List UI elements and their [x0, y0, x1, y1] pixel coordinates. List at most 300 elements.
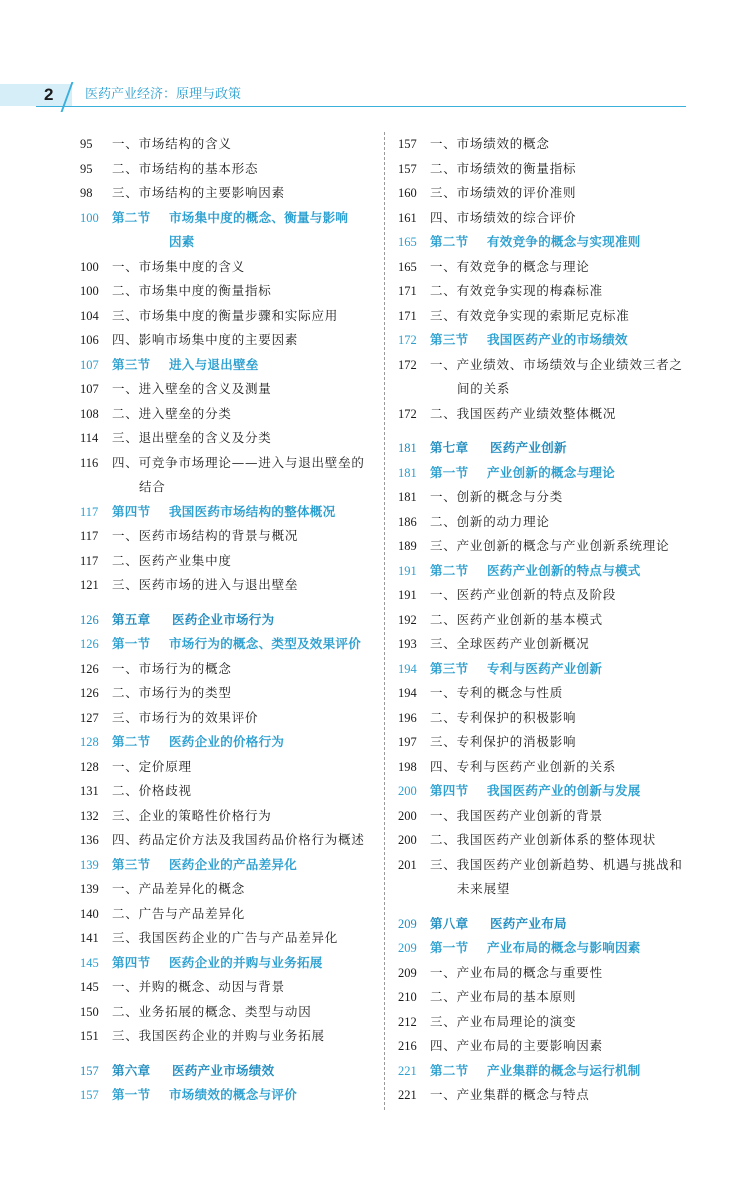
toc-item-title: 一、产业集群的概念与特点	[430, 1087, 590, 1102]
toc-left-column	[80, 132, 380, 1108]
toc-item-entry[interactable]	[80, 549, 380, 574]
toc-item-entry[interactable]	[80, 255, 380, 280]
toc-item-title: 三、专利保护的消极影响	[430, 734, 577, 749]
toc-item-entry[interactable]	[80, 402, 380, 427]
toc-item-entry[interactable]	[398, 157, 698, 182]
toc-entry-text	[430, 1083, 698, 1108]
toc-entry-text	[430, 206, 698, 231]
toc-page-number: 95	[80, 161, 93, 176]
toc-entry-text	[430, 353, 698, 402]
toc-item-entry[interactable]	[80, 804, 380, 829]
toc-page-number: 157	[80, 1063, 99, 1078]
toc-item-entry[interactable]	[398, 255, 698, 280]
toc-page-number: 100	[80, 259, 99, 274]
toc-item-title: 一、市场绩效的概念	[430, 136, 550, 151]
toc-page-number: 172	[398, 406, 417, 421]
toc-entry-text	[112, 451, 380, 500]
toc-page-number: 196	[398, 710, 417, 725]
section-label: 第三节	[112, 856, 151, 872]
toc-item-entry[interactable]	[398, 1083, 698, 1108]
section-title: 市场行为的概念、类型及效果评价	[169, 636, 362, 651]
toc-entry-text	[112, 524, 380, 549]
toc-entry-text	[430, 583, 698, 608]
toc-item-entry[interactable]	[80, 779, 380, 804]
toc-entry-text	[430, 755, 698, 780]
toc-entry-text	[430, 132, 698, 157]
toc-item-entry[interactable]	[80, 1000, 380, 1025]
toc-page-number: 197	[398, 735, 417, 749]
toc-item-entry[interactable]	[80, 132, 380, 157]
toc-page-number: 139	[80, 857, 99, 872]
toc-entry-text	[430, 402, 698, 427]
toc-page-number: 98	[80, 186, 93, 200]
toc-section-entry[interactable]	[80, 206, 380, 255]
toc-item-entry[interactable]	[398, 608, 698, 633]
toc-entry-text	[112, 608, 380, 633]
toc-entry-text	[430, 255, 698, 280]
toc-item-title: 三、我国医药企业的广告与产品差异化	[112, 930, 339, 945]
toc-item-title: 二、市场结构的基本形态	[112, 160, 259, 176]
toc-entry-text	[430, 804, 698, 829]
toc-page-number: 106	[80, 333, 99, 347]
toc-item-entry[interactable]	[80, 377, 380, 402]
toc-page-number: 189	[398, 539, 417, 553]
toc-entry-text	[112, 681, 380, 706]
toc-item-title: 一、定价原理	[112, 758, 192, 774]
toc-entry-text	[112, 975, 380, 1000]
toc-entry-text	[430, 912, 698, 937]
toc-item-title: 一、市场行为的概念	[112, 660, 232, 676]
toc-item-title: 二、市场绩效的衡量指标	[430, 160, 577, 176]
toc-section-entry[interactable]	[80, 853, 380, 878]
toc-entry-text	[112, 328, 380, 353]
section-title: 专利与医药产业创新	[487, 660, 603, 676]
toc-section-entry[interactable]	[80, 730, 380, 755]
column-divider	[384, 132, 385, 1110]
toc-item-entry[interactable]	[398, 681, 698, 706]
toc-item-title-continued: 结合	[139, 479, 166, 494]
toc-item-entry[interactable]	[80, 181, 380, 206]
toc-page-number: 126	[80, 686, 99, 700]
toc-item-title: 二、广告与产品差异化	[112, 905, 246, 921]
toc-item-title: 三、产业布局理论的演变	[430, 1013, 577, 1029]
toc-chapter-entry[interactable]	[398, 436, 698, 461]
toc-right-column	[398, 132, 698, 1108]
toc-item-title: 一、创新的概念与分类	[430, 489, 564, 504]
toc-page-number: 104	[80, 308, 99, 323]
toc-item-title: 二、专利保护的积极影响	[430, 709, 577, 725]
section-label: 第四节	[430, 783, 469, 798]
toc-entry-text	[430, 461, 698, 486]
toc-item-entry[interactable]	[80, 828, 380, 853]
toc-page-number: 216	[398, 1039, 417, 1053]
toc-page-number: 107	[80, 357, 99, 372]
chapter-title: 医药产业市场绩效	[172, 1062, 275, 1078]
toc-page-number: 181	[398, 490, 417, 504]
toc-chapter-entry[interactable]	[80, 608, 380, 633]
toc-item-entry[interactable]	[80, 157, 380, 182]
toc-entry-text	[112, 706, 380, 731]
toc-item-entry[interactable]	[398, 534, 698, 559]
section-title: 产业集群的概念与运行机制	[487, 1062, 641, 1078]
toc-item-entry[interactable]	[398, 304, 698, 329]
toc-item-title: 二、产业布局的基本原则	[430, 989, 577, 1004]
toc-page-number: 136	[80, 833, 99, 847]
section-label: 第一节	[112, 1087, 151, 1102]
toc-item-entry[interactable]	[398, 1010, 698, 1035]
toc-item-entry[interactable]	[80, 975, 380, 1000]
header-rule	[36, 106, 686, 107]
toc-entry-text	[430, 730, 698, 755]
toc-page-number: 117	[80, 529, 99, 543]
toc-item-entry[interactable]	[398, 132, 698, 157]
toc-entry-text	[430, 706, 698, 731]
toc-section-entry[interactable]	[398, 1059, 698, 1084]
chapter-title: 医药产业布局	[490, 915, 567, 931]
toc-section-entry[interactable]	[80, 1083, 380, 1108]
toc-entry-text	[112, 1000, 380, 1025]
toc-entry-text	[112, 926, 380, 951]
toc-item-entry[interactable]	[398, 632, 698, 657]
toc-page-number: 157	[398, 137, 417, 151]
toc-item-title: 三、市场绩效的评价准则	[430, 185, 577, 200]
toc-item-entry[interactable]	[80, 877, 380, 902]
toc-page-number: 212	[398, 1014, 417, 1029]
section-title: 我国医药产业的市场绩效	[487, 332, 628, 347]
toc-item-entry[interactable]	[80, 706, 380, 731]
section-label: 第四节	[112, 954, 151, 970]
section-title: 产业布局的概念与影响因素	[487, 940, 641, 955]
toc-item-entry[interactable]	[80, 304, 380, 329]
toc-item-title: 四、市场绩效的综合评价	[430, 209, 577, 225]
chapter-label: 第五章	[112, 611, 151, 627]
toc-item-title: 一、专利的概念与性质	[430, 685, 564, 700]
toc-section-entry[interactable]	[80, 632, 380, 657]
section-title: 产业创新的概念与理论	[487, 464, 616, 480]
toc-page-number: 141	[80, 931, 99, 945]
toc-section-entry[interactable]	[398, 230, 698, 255]
toc-entry-text	[112, 500, 380, 525]
toc-entry-text	[430, 328, 698, 353]
toc-page-number: 151	[80, 1029, 99, 1043]
toc-item-title: 一、进入壁垒的含义及测量	[112, 381, 272, 396]
toc-item-title: 四、专利与医药产业创新的关系	[430, 758, 617, 774]
chapter-label: 第六章	[112, 1062, 151, 1078]
toc-item-title: 二、医药产业集中度	[112, 552, 232, 568]
toc-item-title: 一、并购的概念、动因与背景	[112, 979, 285, 994]
toc-page-number: 127	[80, 710, 99, 725]
toc-page-number: 131	[80, 784, 99, 798]
toc-entry-text	[430, 632, 698, 657]
toc-entry-text	[112, 877, 380, 902]
toc-page-number: 157	[80, 1088, 99, 1102]
toc-page-number: 209	[398, 916, 417, 931]
toc-entry-text	[112, 279, 380, 304]
toc-item-title: 一、医药产业创新的特点及阶段	[430, 587, 617, 602]
toc-page-number: 116	[80, 455, 99, 470]
toc-item-title: 四、产业布局的主要影响因素	[430, 1038, 603, 1053]
toc-item-title: 三、市场集中度的衡量步骤和实际应用	[112, 307, 339, 323]
toc-entry-text	[112, 779, 380, 804]
toc-chapter-entry[interactable]	[80, 1059, 380, 1084]
toc-entry-text	[430, 279, 698, 304]
chapter-title: 医药产业创新	[490, 440, 567, 455]
toc-item-title: 二、有效竞争实现的梅森标准	[430, 283, 603, 298]
chapter-title: 医药企业市场行为	[172, 611, 275, 627]
toc-page-number: 126	[80, 661, 99, 676]
toc-page-number: 172	[398, 333, 417, 347]
toc-item-entry[interactable]	[398, 853, 698, 902]
toc-page-number: 171	[398, 308, 417, 323]
section-label: 第二节	[112, 734, 151, 749]
toc-entry-text	[430, 534, 698, 559]
toc-item-title: 四、影响市场集中度的主要因素	[112, 332, 299, 347]
toc-page-number: 172	[398, 357, 417, 372]
toc-entry-text	[112, 730, 380, 755]
toc-entry-text	[112, 255, 380, 280]
toc-entry-text	[430, 828, 698, 853]
toc-item-title-continued: 未来展望	[457, 881, 511, 896]
toc-entry-text	[430, 853, 698, 902]
toc-item-title: 三、退出壁垒的含义及分类	[112, 430, 272, 445]
toc-page-number: 108	[80, 406, 99, 421]
toc-page-number: 150	[80, 1004, 99, 1019]
toc-item-entry[interactable]	[398, 730, 698, 755]
toc-page-number: 132	[80, 808, 99, 823]
toc-entry-text	[430, 1010, 698, 1035]
toc-item-entry[interactable]	[80, 681, 380, 706]
toc-item-title: 三、有效竞争实现的索斯尼克标准	[430, 307, 630, 323]
toc-item-title: 一、医药市场结构的背景与概况	[112, 528, 299, 543]
toc-entry-text	[430, 1034, 698, 1059]
toc-item-entry[interactable]	[80, 279, 380, 304]
section-title: 有效竞争的概念与实现准则	[487, 234, 641, 249]
toc-section-entry[interactable]	[80, 951, 380, 976]
toc-item-entry[interactable]	[398, 485, 698, 510]
toc-item-title: 二、业务拓展的概念、类型与动因	[112, 1003, 312, 1019]
toc-entry-text	[430, 681, 698, 706]
toc-entry-text	[112, 755, 380, 780]
toc-item-title: 三、医药市场的进入与退出壁垒	[112, 577, 299, 592]
toc-item-title: 二、创新的动力理论	[430, 513, 550, 529]
toc-entry-text	[430, 961, 698, 986]
section-title: 进入与退出壁垒	[169, 356, 259, 372]
toc-page-number: 160	[398, 186, 417, 200]
toc-entry-text	[112, 304, 380, 329]
toc-entry-text	[430, 157, 698, 182]
section-label: 第一节	[430, 464, 469, 480]
toc-entry-text	[112, 157, 380, 182]
toc-item-entry[interactable]	[398, 510, 698, 535]
toc-item-title: 二、进入壁垒的分类	[112, 405, 232, 421]
toc-item-title: 三、全球医药产业创新概况	[430, 636, 590, 651]
toc-item-title: 二、我国医药产业创新体系的整体现状	[430, 832, 657, 847]
toc-item-title: 三、企业的策略性价格行为	[112, 807, 272, 823]
toc-page-number: 194	[398, 661, 417, 676]
toc-item-title: 二、市场集中度的衡量指标	[112, 283, 272, 298]
toc-item-entry[interactable]	[80, 657, 380, 682]
toc-item-title: 二、我国医药产业绩效整体概况	[430, 405, 617, 421]
section-title: 市场绩效的概念与评价	[169, 1087, 298, 1102]
section-label: 第二节	[430, 562, 469, 578]
toc-page-number: 193	[398, 637, 417, 651]
toc-page-number: 181	[398, 465, 417, 480]
toc-page-number: 200	[398, 833, 417, 847]
section-label: 第三节	[430, 660, 469, 676]
toc-page-number: 186	[398, 514, 417, 529]
section-label: 第二节	[430, 1062, 469, 1078]
toc-page-number: 192	[398, 612, 417, 627]
toc-item-title: 三、产业创新的概念与产业创新系统理论	[430, 538, 670, 553]
page-number: 2	[44, 85, 54, 104]
toc-entry-text	[430, 304, 698, 329]
toc-entry-text	[430, 436, 698, 461]
toc-page-number: 201	[398, 857, 417, 872]
toc-item-title: 二、医药产业创新的基本模式	[430, 611, 603, 627]
toc-item-entry[interactable]	[398, 353, 698, 402]
toc-page-number: 126	[80, 637, 99, 651]
toc-item-title-continued: 间的关系	[457, 381, 511, 396]
toc-item-entry[interactable]	[398, 583, 698, 608]
toc-item-title: 一、市场结构的含义	[112, 136, 232, 151]
toc-entry-text	[112, 828, 380, 853]
toc-item-entry[interactable]	[398, 706, 698, 731]
toc-item-title: 二、市场行为的类型	[112, 685, 232, 700]
toc-section-entry[interactable]	[398, 461, 698, 486]
toc-entry-text	[112, 951, 380, 976]
toc-page-number: 114	[80, 431, 99, 445]
toc-page-number: 145	[80, 955, 99, 970]
toc-entry-text	[430, 608, 698, 633]
toc-item-title: 三、市场行为的效果评价	[112, 709, 259, 725]
toc-page-number: 221	[398, 1063, 417, 1078]
toc-item-entry[interactable]	[80, 426, 380, 451]
toc-section-entry[interactable]	[398, 657, 698, 682]
toc-item-title: 一、市场集中度的含义	[112, 258, 246, 274]
toc-entry-text	[430, 510, 698, 535]
toc-page-number: 128	[80, 759, 99, 774]
toc-entry-text	[112, 804, 380, 829]
toc-section-entry[interactable]	[398, 936, 698, 961]
toc-chapter-entry[interactable]	[398, 912, 698, 937]
toc-item-entry[interactable]	[80, 573, 380, 598]
toc-item-entry[interactable]	[398, 985, 698, 1010]
toc-item-entry[interactable]	[80, 328, 380, 353]
toc-entry-text	[112, 206, 380, 255]
toc-page-number: 95	[80, 137, 93, 151]
toc-entry-text	[430, 1059, 698, 1084]
toc-page-number: 128	[80, 735, 99, 749]
toc-entry-text	[112, 181, 380, 206]
toc-entry-text	[112, 132, 380, 157]
toc-item-entry[interactable]	[398, 804, 698, 829]
section-label: 第一节	[112, 636, 151, 651]
toc-page-number: 191	[398, 563, 417, 578]
toc-page-number: 221	[398, 1088, 417, 1102]
toc-page-number: 100	[80, 284, 99, 298]
toc-item-title: 二、价格歧视	[112, 783, 192, 798]
toc-item-entry[interactable]	[398, 1034, 698, 1059]
toc-page-number: 200	[398, 784, 417, 798]
toc-item-entry[interactable]	[398, 828, 698, 853]
toc-entry-text	[112, 377, 380, 402]
toc-item-entry[interactable]	[398, 402, 698, 427]
toc-item-title: 四、可竞争市场理论——进入与退出壁垒的	[112, 454, 365, 470]
toc-entry-text	[112, 426, 380, 451]
toc-section-entry[interactable]	[398, 559, 698, 584]
toc-page-number: 165	[398, 259, 417, 274]
toc-item-entry[interactable]	[80, 902, 380, 927]
toc-item-title: 一、我国医药产业创新的背景	[430, 807, 603, 823]
toc-entry-text	[112, 549, 380, 574]
toc-section-entry[interactable]	[398, 779, 698, 804]
toc-entry-text	[112, 402, 380, 427]
toc-entry-text	[112, 902, 380, 927]
toc-entry-text	[112, 1024, 380, 1049]
toc-page-number: 209	[398, 965, 417, 980]
toc-page-number: 198	[398, 759, 417, 774]
chapter-label: 第七章	[430, 440, 469, 455]
section-label: 第三节	[112, 356, 151, 372]
toc-page-number: 161	[398, 210, 417, 225]
toc-item-entry[interactable]	[80, 1024, 380, 1049]
toc-page-number: 200	[398, 808, 417, 823]
toc-item-entry[interactable]	[80, 755, 380, 780]
toc-page-number: 210	[398, 990, 417, 1004]
toc-page-number: 121	[80, 578, 99, 592]
section-label: 第二节	[112, 209, 151, 225]
toc-page-number: 194	[398, 686, 417, 700]
toc-page-number: 140	[80, 906, 99, 921]
toc-item-title: 一、产品差异化的概念	[112, 881, 246, 896]
section-label: 第四节	[112, 503, 151, 519]
toc-section-entry[interactable]	[80, 500, 380, 525]
toc-entry-text	[430, 985, 698, 1010]
toc-entry-text	[112, 353, 380, 378]
toc-item-entry[interactable]	[398, 755, 698, 780]
toc-item-title: 一、产业布局的概念与重要性	[430, 964, 603, 980]
toc-item-title: 三、我国医药企业的并购与业务拓展	[112, 1028, 325, 1043]
toc-entry-text	[430, 559, 698, 584]
toc-entry-text	[430, 485, 698, 510]
toc-entry-text	[430, 779, 698, 804]
toc-item-entry[interactable]	[80, 926, 380, 951]
running-header	[0, 84, 750, 108]
toc-item-entry[interactable]	[398, 206, 698, 231]
toc-item-entry[interactable]	[398, 961, 698, 986]
toc-item-entry[interactable]	[398, 181, 698, 206]
book-title: 医药产业经济：原理与政策	[85, 87, 242, 102]
section-title-continued: 因素	[169, 234, 195, 249]
toc-item-entry[interactable]	[80, 451, 380, 500]
toc-item-title: 三、市场结构的主要影响因素	[112, 185, 285, 200]
section-title: 我国医药市场结构的整体概况	[169, 503, 336, 519]
toc-section-entry[interactable]	[80, 353, 380, 378]
section-title: 医药产业创新的特点与模式	[487, 562, 641, 578]
toc-entry-text	[430, 657, 698, 682]
toc-item-title: 一、产业绩效、市场绩效与企业绩效三者之	[430, 356, 683, 372]
toc-page-number: 209	[398, 941, 417, 955]
toc-item-entry[interactable]	[398, 279, 698, 304]
toc-entry-text	[112, 853, 380, 878]
toc-page-number: 191	[398, 588, 417, 602]
toc-item-title: 三、我国医药产业创新趋势、机遇与挑战和	[430, 856, 683, 872]
section-title: 市场集中度的概念、衡量与影响	[169, 209, 349, 225]
toc-section-entry[interactable]	[398, 328, 698, 353]
toc-item-entry[interactable]	[80, 524, 380, 549]
toc-page-number: 117	[80, 553, 99, 568]
toc-entry-text	[430, 936, 698, 961]
